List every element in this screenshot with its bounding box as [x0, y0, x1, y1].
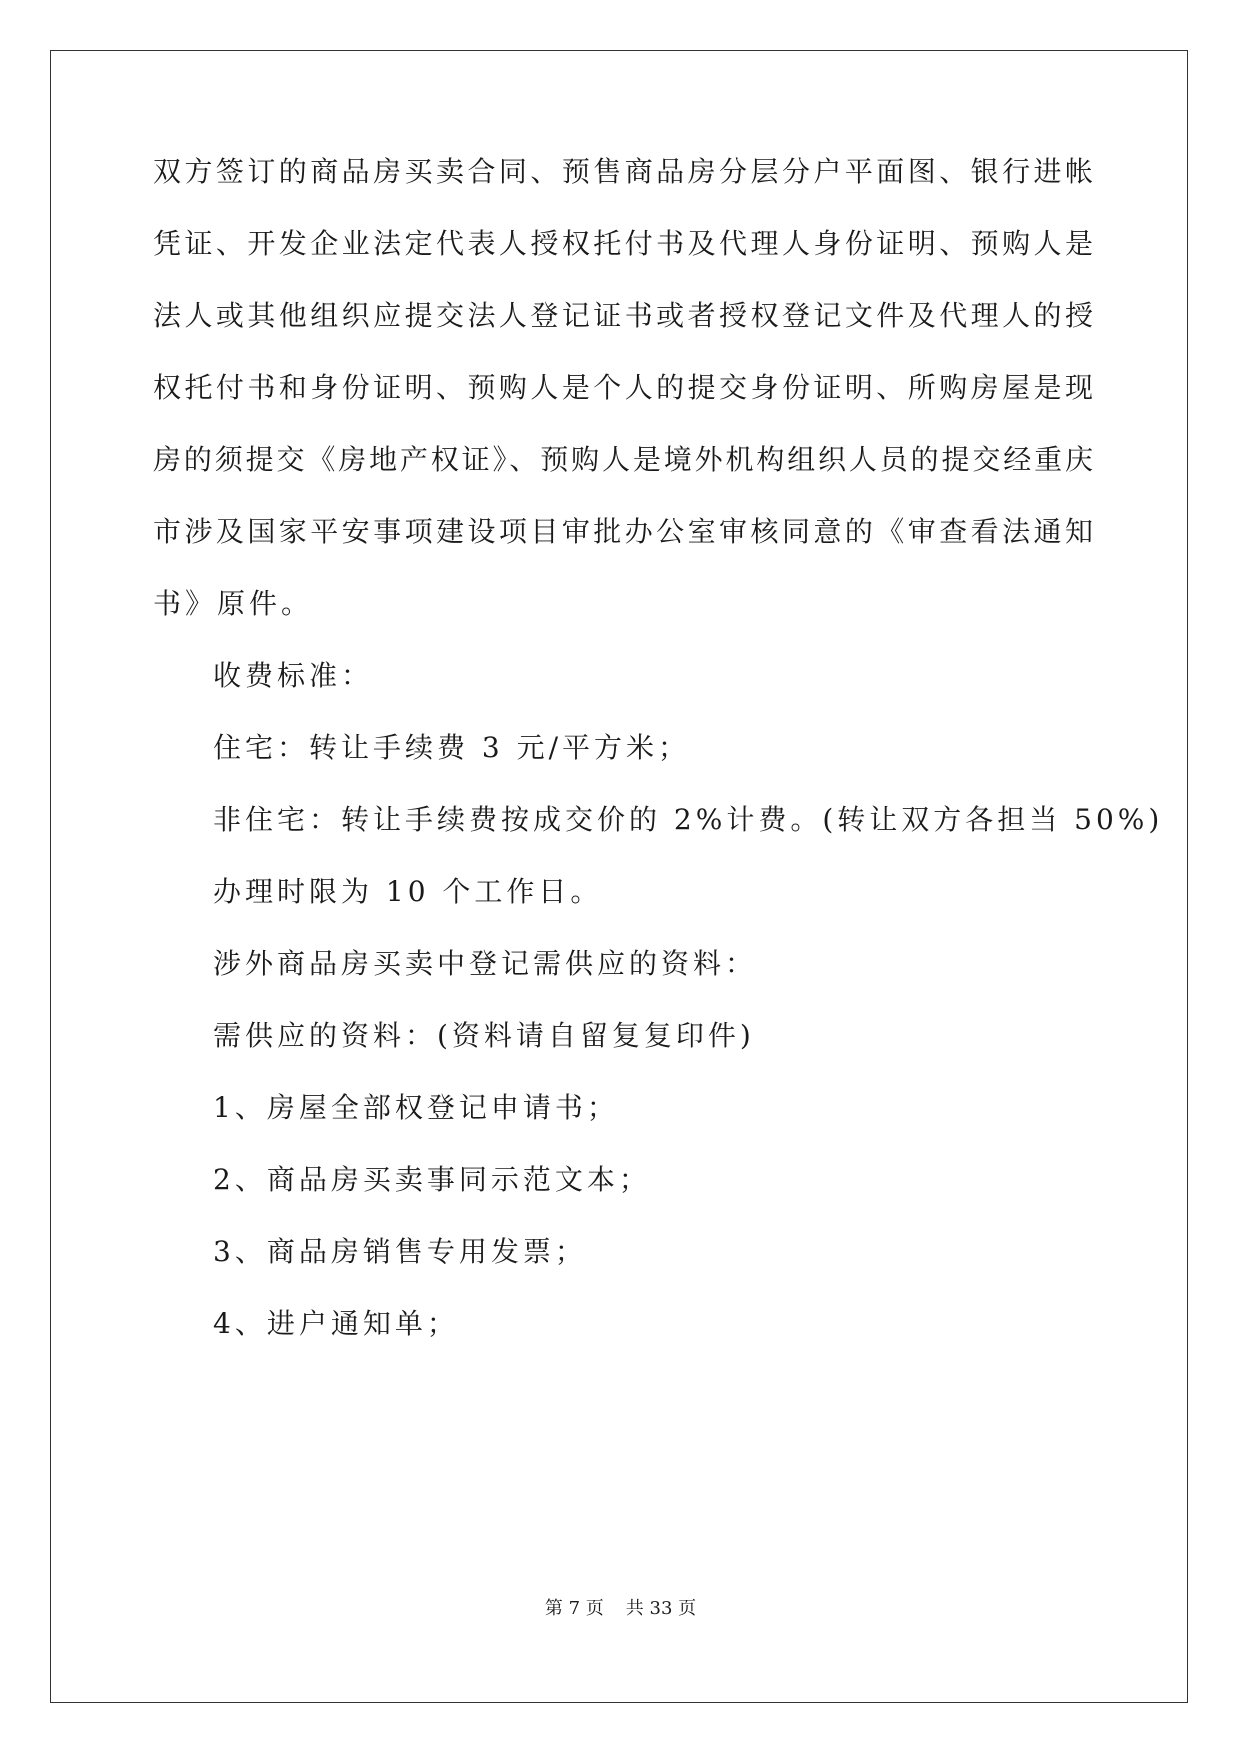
body-text-line: 权托付书和身份证明、预购人是个人的提交身份证明、所购房屋是现: [153, 371, 1093, 404]
material-item: 2、商品房买卖事同示范文本；: [213, 1163, 651, 1196]
body-text-line: 双方签订的商品房买卖合同、预售商品房分层分户平面图、银行进帐: [153, 155, 1093, 188]
body-text-line: 法人或其他组织应提交法人登记证书或者授权登记文件及代理人的授: [153, 299, 1093, 332]
processing-time: 办理时限为 10 个工作日。: [213, 875, 603, 908]
body-text-line: 书》原件。: [153, 587, 314, 620]
page-total: 共 33 页: [625, 1598, 697, 1619]
page-number: 第 7 页: [544, 1598, 604, 1619]
materials-heading: 需供应的资料：(资料请自留复复印件): [213, 1019, 755, 1052]
material-item: 1、房屋全部权登记申请书；: [213, 1091, 619, 1124]
foreign-heading: 涉外商品房买卖中登记需供应的资料：: [213, 947, 758, 980]
fee-nonresidential: 非住宅：转让手续费按成交价的 2%计费。(转让双方各担当 50%): [213, 803, 1164, 836]
body-text-line: 凭证、开发企业法定代表人授权托付书及代理人身份证明、预购人是: [153, 227, 1093, 260]
material-item: 4、进户通知单；: [213, 1307, 459, 1340]
fee-residential: 住宅：转让手续费 3 元/平方米；: [213, 731, 691, 764]
body-text-line: 房的须提交《房地产权证》、预购人是境外机构组织人员的提交经重庆: [153, 443, 1093, 476]
fee-heading: 收费标准：: [213, 659, 374, 692]
material-item: 3、商品房销售专用发票；: [213, 1235, 587, 1268]
body-text-line: 市涉及国家平安事项建设项目审批办公室审核同意的《审查看法通知: [153, 515, 1093, 548]
page-footer: [0, 1597, 1241, 1621]
